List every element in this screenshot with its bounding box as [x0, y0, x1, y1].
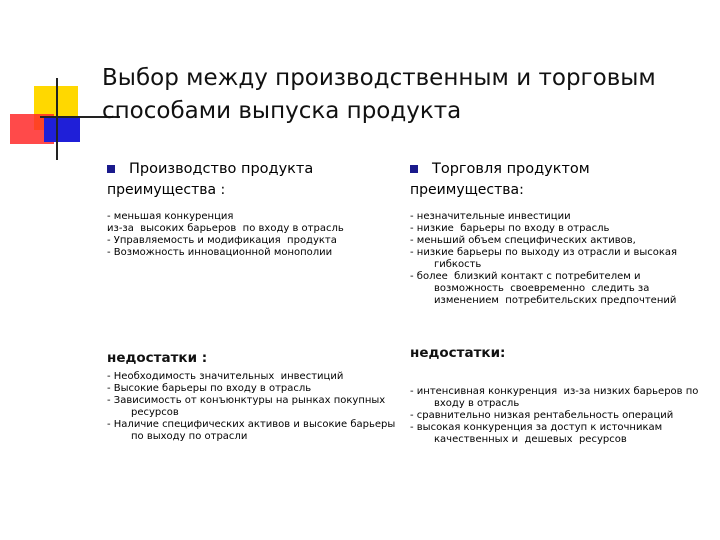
list-item: - Зависимость от конъюнктуры на рынках покупных ресурсов: [107, 395, 389, 418]
production-advantages-label: преимущества :: [107, 182, 226, 198]
list-item: - меньшая конкуренция: [107, 211, 234, 222]
production-disadvantages-list: [107, 371, 407, 443]
slide-title-line-1: Выбор между производственным и торговым: [102, 65, 656, 91]
list-item: - интенсивная конкуренция из-за низких барьеров по входу в отрасль: [410, 386, 702, 409]
square-bullet-icon: [107, 165, 115, 173]
list-item: - высокая конкуренция за доступ к источникам качественных и дешевых ресурсов: [410, 422, 666, 445]
list-item: из-за высоких барьеров по входу в отрасль: [107, 223, 344, 234]
list-item: - Наличие специфических активов и высокие барьеры по выходу по отрасли: [107, 419, 399, 442]
trade-disadvantages-list: [410, 386, 710, 446]
trade-heading-text: Торговля продуктом: [432, 161, 590, 177]
list-item: - Возможность инновационной монополии: [107, 247, 333, 258]
trade-disadvantages-label: недостатки:: [410, 345, 506, 361]
production-column: [107, 160, 407, 259]
list-item: - Необходимость значительных инвестиций: [107, 371, 344, 382]
decor-blue-square: [44, 118, 80, 142]
list-item: - сравнительно низкая рентабельность операций: [410, 410, 674, 421]
production-heading: [107, 160, 407, 178]
decor-vertical-line: [56, 78, 58, 160]
list-item: - меньший объем специфических активов,: [410, 235, 636, 246]
trade-heading: [410, 160, 710, 178]
square-bullet-icon: [410, 165, 418, 173]
slide-title-line-2: способами выпуска продукта: [102, 98, 462, 124]
trade-column: [410, 160, 710, 307]
production-advantages-list: [107, 211, 407, 259]
list-item: - Управляемость и модификация продукта: [107, 235, 337, 246]
list-item: - Высокие барьеры по входу в отрасль: [107, 383, 312, 394]
list-item: - низкие барьеры по выходу из отрасли и высокая гибкость: [410, 247, 681, 270]
list-item: - незначительные инвестиции: [410, 211, 571, 222]
list-item: - низкие барьеры по входу в отрасль: [410, 223, 610, 234]
trade-advantages-list: [410, 211, 710, 307]
slide-title: [102, 62, 702, 128]
trade-advantages-label: преимущества:: [410, 182, 524, 198]
production-disadvantages-label: недостатки :: [107, 350, 208, 366]
list-item: - более близкий контакт с потребителем и возможность своевременно следить за изменением потребительских предпочтений: [410, 271, 677, 306]
production-heading-text: Производство продукта: [129, 161, 314, 177]
